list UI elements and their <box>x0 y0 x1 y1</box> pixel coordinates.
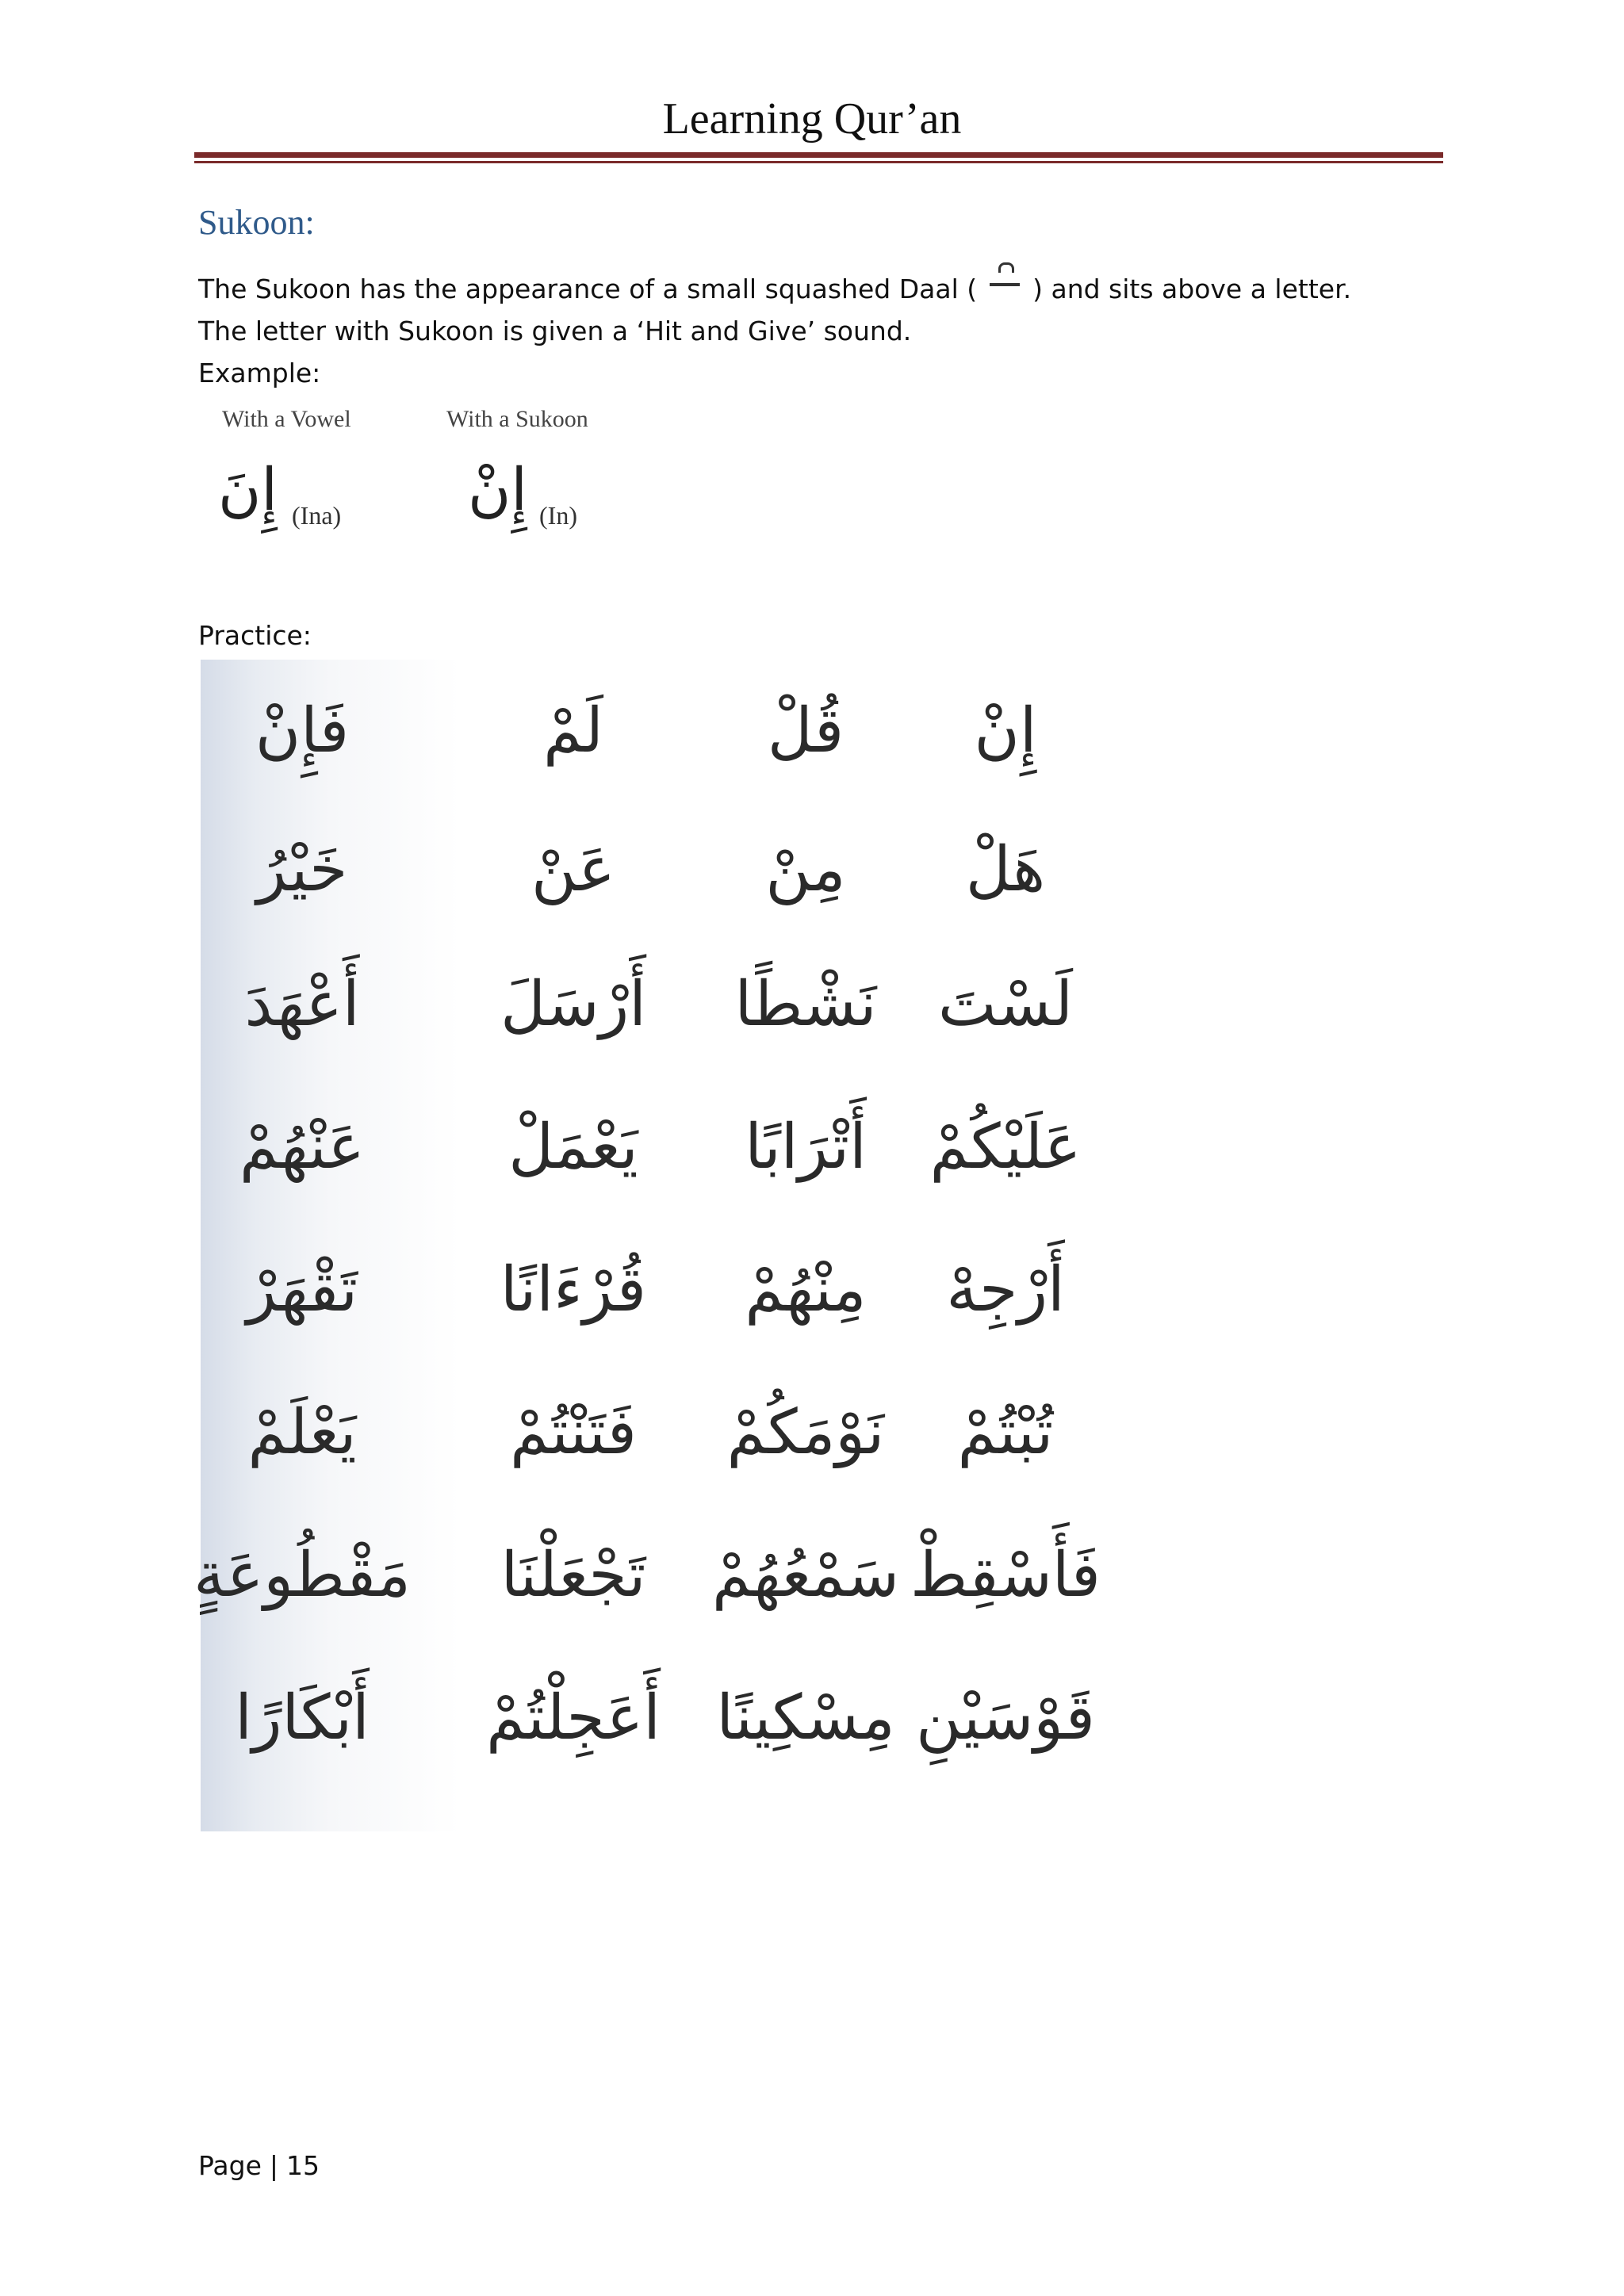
practice-word: أَرْجِهْ <box>946 1254 1065 1326</box>
practice-word: إِنْ <box>974 695 1037 767</box>
example-sukoon-label: With a Sukoon <box>446 406 588 432</box>
practice-word: يَعْلَمْ <box>247 1397 357 1468</box>
practice-word: أَتْرَابًا <box>745 1112 867 1183</box>
practice-row <box>201 675 1128 786</box>
practice-panel <box>193 660 1128 1831</box>
paragraph-line-2: The letter with Sukoon is given a ‘Hit and Give’ sound. <box>198 316 912 346</box>
practice-word: مِنْهُمْ <box>745 1254 867 1326</box>
page-footer <box>198 2150 320 2181</box>
header-rule-thick <box>194 152 1443 158</box>
footer-page-number: 15 <box>286 2150 320 2181</box>
practice-row <box>201 949 1128 1060</box>
practice-row <box>201 1234 1128 1345</box>
practice-row <box>193 1520 1128 1631</box>
practice-row <box>201 814 1128 925</box>
practice-word: أَعَجِلْتُمْ <box>486 1682 661 1754</box>
practice-word: يَعْمَلْ <box>508 1112 638 1183</box>
practice-word: نَوْمَكُمْ <box>726 1397 885 1468</box>
example-vowel-label: With a Vowel <box>222 406 351 432</box>
practice-word: قُرْءَانًا <box>500 1254 647 1326</box>
page-header-title: Learning Qur’an <box>662 94 962 144</box>
practice-row <box>201 1377 1128 1488</box>
practice-word: خَيْرُ <box>256 834 348 905</box>
practice-word: فَإِنْ <box>255 695 350 767</box>
header-rule-thin <box>194 161 1443 163</box>
paragraph-line-3: Example: <box>198 358 321 388</box>
example-sukoon-word: إِنْ <box>468 456 527 524</box>
practice-word: سَمْعُهُمْ <box>712 1540 899 1611</box>
practice-word: مِنْ <box>765 834 846 905</box>
example-vowel-word: إِنَ <box>218 456 278 524</box>
practice-word: لَسْتَ <box>938 969 1073 1040</box>
practice-word: تَقْهَرْ <box>246 1254 358 1326</box>
practice-row <box>201 1663 1128 1774</box>
practice-word: لَمْ <box>543 695 603 767</box>
practice-word: فَتَنْتُمْ <box>510 1397 637 1468</box>
footer-separator: | <box>269 2150 279 2181</box>
practice-word: أَعْهَدَ <box>244 969 360 1040</box>
sukoon-glyph-icon <box>977 275 1032 307</box>
practice-word: عَنْ <box>531 834 615 905</box>
practice-word: أَبْكَارًا <box>235 1682 370 1754</box>
paragraph-line-1 <box>198 274 1351 307</box>
practice-word: أَرْسَلَ <box>500 969 646 1040</box>
practice-word: عَنْهُمْ <box>239 1112 365 1183</box>
practice-word: مِسْكِينًا <box>716 1682 895 1754</box>
practice-word: فَأَسْقِطْ <box>910 1540 1101 1611</box>
practice-word: تُبْتُمْ <box>957 1397 1054 1468</box>
paragraph-line-1-after: ) and sits above a letter. <box>1032 274 1352 304</box>
example-vowel-transliteration: (Ina) <box>292 501 342 530</box>
practice-word: تَجْعَلْنَا <box>500 1540 646 1611</box>
practice-word: عَلَيْكُمْ <box>929 1112 1082 1183</box>
practice-word: مَقْطُوعَةٍ <box>193 1540 411 1611</box>
practice-word: قَوْسَيْنِ <box>916 1682 1095 1754</box>
section-heading: Sukoon: <box>198 203 315 242</box>
practice-row <box>201 1092 1128 1203</box>
practice-word: هَلْ <box>965 834 1046 905</box>
paragraph-line-1-before: The Sukoon has the appearance of a small squashed Daal ( <box>198 274 978 304</box>
practice-word: قُلْ <box>767 695 845 767</box>
practice-word: نَشْطًا <box>734 969 877 1040</box>
practice-label: Practice: <box>198 620 312 651</box>
footer-page-label: Page <box>198 2150 262 2181</box>
example-sukoon-transliteration: (In) <box>539 501 577 530</box>
